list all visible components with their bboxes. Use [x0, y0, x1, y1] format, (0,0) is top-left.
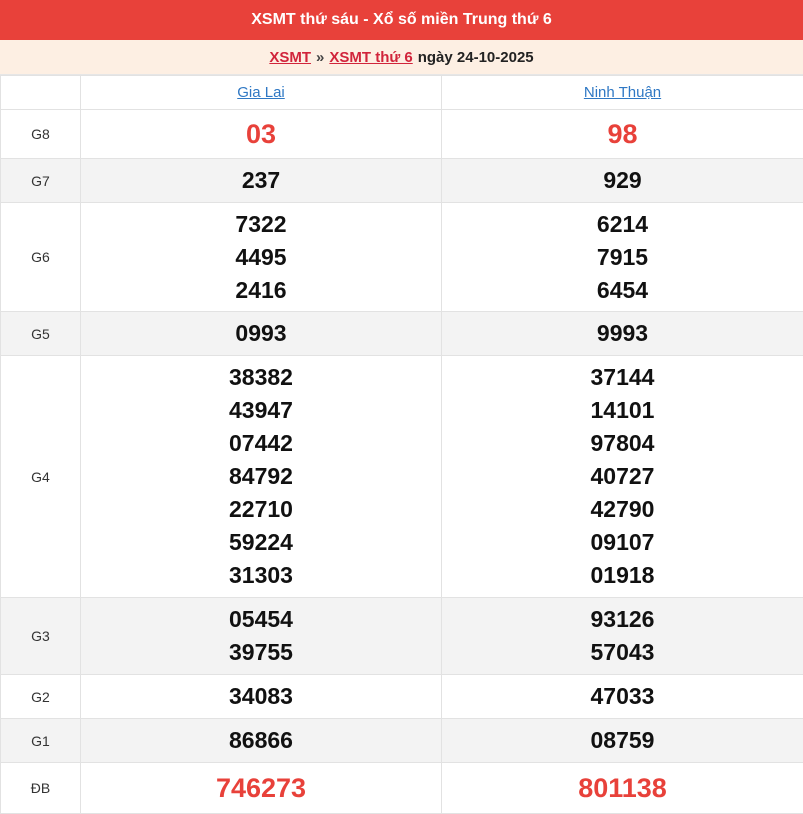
prize-number: 08759 — [442, 724, 803, 757]
province-header-ninh-thuan — [442, 76, 803, 110]
prize-number: 7915 — [442, 241, 803, 274]
page-title-text: XSMT thứ sáu - Xổ số miền Trung thứ 6 — [251, 11, 552, 29]
prize-row-g8 — [1, 110, 803, 159]
province-link-gia-lai[interactable]: Gia Lai — [237, 84, 285, 101]
prize-row-g3 — [1, 598, 803, 675]
prize-number: 6454 — [442, 274, 803, 307]
prize-numbers-ninh-thuan — [442, 598, 803, 675]
prize-label: G3 — [1, 598, 81, 675]
prize-number: 93126 — [442, 603, 803, 636]
prize-label: G5 — [1, 312, 81, 356]
prize-number: 59224 — [81, 526, 441, 559]
prize-number: 0993 — [81, 317, 441, 350]
prize-label: G2 — [1, 675, 81, 719]
prize-number: 98 — [442, 118, 803, 151]
prize-numbers-ninh-thuan — [442, 763, 803, 814]
prize-numbers-gia-lai — [81, 356, 442, 598]
prize-number: 09107 — [442, 526, 803, 559]
prize-numbers-gia-lai — [81, 598, 442, 675]
prize-number: 7322 — [81, 208, 441, 241]
prize-numbers-gia-lai — [81, 159, 442, 203]
prize-row-special — [1, 763, 803, 814]
prize-numbers-gia-lai — [81, 719, 442, 763]
prize-numbers-ninh-thuan — [442, 159, 803, 203]
prize-number: 2416 — [81, 274, 441, 307]
prize-number: 929 — [442, 164, 803, 197]
prize-numbers-gia-lai — [81, 203, 442, 312]
prize-number-special: 746273 — [81, 772, 441, 805]
prize-number-special: 801138 — [442, 772, 803, 805]
prize-row-g6 — [1, 203, 803, 312]
prize-number: 03 — [81, 118, 441, 151]
prize-numbers-ninh-thuan — [442, 719, 803, 763]
prize-number: 22710 — [81, 493, 441, 526]
results-table — [0, 75, 803, 814]
prize-numbers-gia-lai — [81, 110, 442, 159]
prize-number: 9993 — [442, 317, 803, 350]
prize-number: 57043 — [442, 636, 803, 669]
prize-number: 40727 — [442, 460, 803, 493]
prize-number: 47033 — [442, 680, 803, 713]
breadcrumb — [0, 40, 803, 75]
prize-number: 84792 — [81, 460, 441, 493]
prize-numbers-gia-lai — [81, 675, 442, 719]
prize-number: 42790 — [442, 493, 803, 526]
prize-row-g7 — [1, 159, 803, 203]
prize-number: 34083 — [81, 680, 441, 713]
prize-label: ĐB — [1, 763, 81, 814]
prize-number: 07442 — [81, 427, 441, 460]
prize-number: 01918 — [442, 559, 803, 592]
prize-row-g1 — [1, 719, 803, 763]
prize-row-g2 — [1, 675, 803, 719]
prize-label: G1 — [1, 719, 81, 763]
prize-numbers-ninh-thuan — [442, 675, 803, 719]
province-header-row — [1, 76, 803, 110]
prize-number: 05454 — [81, 603, 441, 636]
prize-number: 237 — [81, 164, 441, 197]
breadcrumb-separator: » — [316, 49, 324, 66]
prize-label: G7 — [1, 159, 81, 203]
prize-label: G6 — [1, 203, 81, 312]
prize-number: 4495 — [81, 241, 441, 274]
breadcrumb-link-xsmt-thu-6[interactable]: XSMT thứ 6 — [329, 49, 412, 66]
province-link-ninh-thuan[interactable]: Ninh Thuận — [584, 84, 661, 101]
prize-row-g5 — [1, 312, 803, 356]
prize-label: G4 — [1, 356, 81, 598]
prize-numbers-gia-lai — [81, 312, 442, 356]
province-header-gia-lai — [81, 76, 442, 110]
prize-number: 39755 — [81, 636, 441, 669]
prize-row-g4 — [1, 356, 803, 598]
prize-numbers-gia-lai — [81, 763, 442, 814]
header-empty-cell — [1, 76, 81, 110]
prize-numbers-ninh-thuan — [442, 356, 803, 598]
prize-number: 38382 — [81, 361, 441, 394]
prize-number: 97804 — [442, 427, 803, 460]
draw-date: ngày 24-10-2025 — [418, 49, 534, 66]
prize-label: G8 — [1, 110, 81, 159]
prize-numbers-ninh-thuan — [442, 110, 803, 159]
prize-number: 86866 — [81, 724, 441, 757]
prize-number: 6214 — [442, 208, 803, 241]
prize-numbers-ninh-thuan — [442, 312, 803, 356]
breadcrumb-link-xsmt[interactable]: XSMT — [269, 49, 311, 66]
prize-numbers-ninh-thuan — [442, 203, 803, 312]
prize-number: 31303 — [81, 559, 441, 592]
prize-number: 43947 — [81, 394, 441, 427]
page-title — [0, 0, 803, 40]
prize-number: 37144 — [442, 361, 803, 394]
prize-number: 14101 — [442, 394, 803, 427]
